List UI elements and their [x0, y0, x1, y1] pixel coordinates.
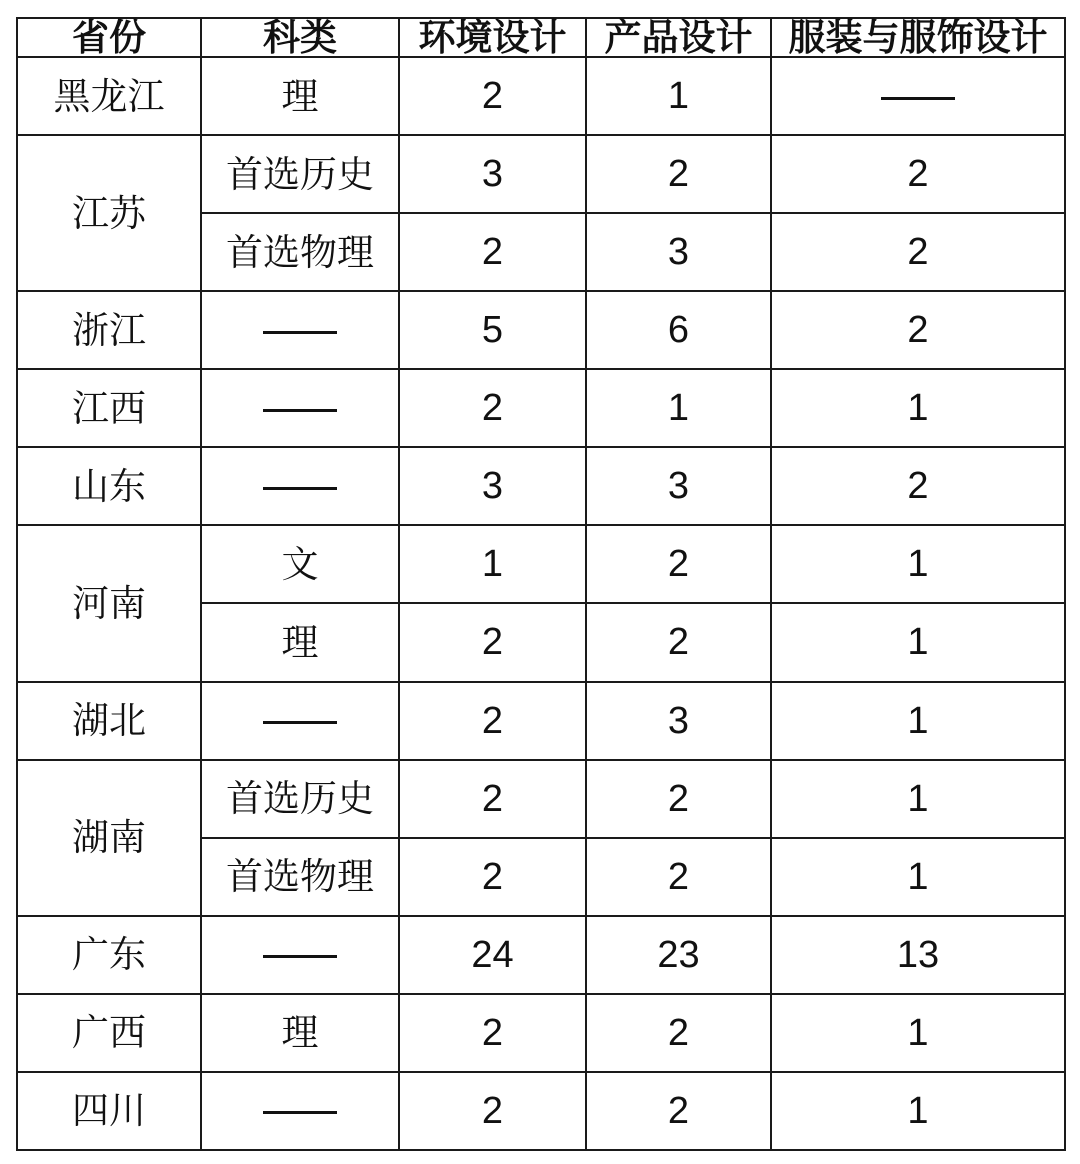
fashion-design-cell: 1: [771, 1072, 1065, 1150]
environment-design-cell: 24: [399, 916, 586, 994]
header-fashion-design: 服装与服饰设计: [771, 18, 1065, 57]
environment-design-cell: 3: [399, 135, 586, 213]
fashion-design-cell: 1: [771, 838, 1065, 916]
environment-design-cell: 2: [399, 369, 586, 447]
enrollment-quota-table: [16, 17, 1066, 1151]
product-design-cell: 1: [586, 369, 771, 447]
table-row: [17, 994, 1065, 1072]
fashion-design-cell: 13: [771, 916, 1065, 994]
product-design-cell: 3: [586, 682, 771, 760]
header-province: 省份: [17, 18, 201, 57]
category-cell: [201, 369, 399, 447]
province-cell: 广西: [17, 994, 201, 1072]
product-design-cell: 2: [586, 760, 771, 838]
product-design-cell: 2: [586, 525, 771, 603]
table-row: [17, 369, 1065, 447]
table-row: [17, 682, 1065, 760]
province-cell: 浙江: [17, 291, 201, 369]
product-design-cell: 1: [586, 57, 771, 135]
environment-design-cell: 2: [399, 994, 586, 1072]
product-design-cell: 2: [586, 1072, 771, 1150]
category-cell: 首选物理: [201, 213, 399, 291]
fashion-design-cell: 1: [771, 369, 1065, 447]
province-cell: 江西: [17, 369, 201, 447]
fashion-design-cell: 1: [771, 994, 1065, 1072]
header-product-design: 产品设计: [586, 18, 771, 57]
table-header: [17, 18, 1065, 57]
province-cell: 黑龙江: [17, 57, 201, 135]
header-category: 科类: [201, 18, 399, 57]
fashion-design-cell: [771, 57, 1065, 135]
table-row: [17, 291, 1065, 369]
dash-mark: [263, 955, 337, 958]
environment-design-cell: 2: [399, 838, 586, 916]
product-design-cell: 3: [586, 213, 771, 291]
fashion-design-cell: 1: [771, 603, 1065, 681]
table-row: [17, 525, 1065, 603]
fashion-design-cell: 2: [771, 447, 1065, 525]
environment-design-cell: 3: [399, 447, 586, 525]
dash-mark: [263, 721, 337, 724]
dash-mark: [263, 487, 337, 490]
table-body: [17, 57, 1065, 1150]
product-design-cell: 23: [586, 916, 771, 994]
environment-design-cell: 1: [399, 525, 586, 603]
category-cell: 首选历史: [201, 135, 399, 213]
category-cell: 理: [201, 57, 399, 135]
province-cell: 江苏: [17, 135, 201, 291]
environment-design-cell: 2: [399, 603, 586, 681]
table-row: [17, 760, 1065, 838]
fashion-design-cell: 2: [771, 291, 1065, 369]
table-row: [17, 135, 1065, 213]
environment-design-cell: 2: [399, 1072, 586, 1150]
category-cell: [201, 682, 399, 760]
table-row: [17, 57, 1065, 135]
category-cell: [201, 291, 399, 369]
table-row: [17, 1072, 1065, 1150]
dash-mark: [263, 1111, 337, 1114]
province-cell: 山东: [17, 447, 201, 525]
product-design-cell: 2: [586, 135, 771, 213]
category-cell: 首选物理: [201, 838, 399, 916]
province-cell: 广东: [17, 916, 201, 994]
fashion-design-cell: 1: [771, 682, 1065, 760]
province-cell: 湖北: [17, 682, 201, 760]
category-cell: [201, 1072, 399, 1150]
category-cell: 理: [201, 603, 399, 681]
dash-mark: [263, 409, 337, 412]
dash-mark: [263, 331, 337, 334]
product-design-cell: 2: [586, 838, 771, 916]
province-cell: 湖南: [17, 760, 201, 916]
dash-mark: [881, 97, 955, 100]
category-cell: [201, 447, 399, 525]
fashion-design-cell: 2: [771, 213, 1065, 291]
product-design-cell: 2: [586, 603, 771, 681]
product-design-cell: 2: [586, 994, 771, 1072]
category-cell: 文: [201, 525, 399, 603]
header-environment-design: 环境设计: [399, 18, 586, 57]
fashion-design-cell: 2: [771, 135, 1065, 213]
fashion-design-cell: 1: [771, 525, 1065, 603]
environment-design-cell: 2: [399, 682, 586, 760]
product-design-cell: 6: [586, 291, 771, 369]
table-row: [17, 447, 1065, 525]
fashion-design-cell: 1: [771, 760, 1065, 838]
category-cell: [201, 916, 399, 994]
province-cell: 四川: [17, 1072, 201, 1150]
environment-design-cell: 2: [399, 213, 586, 291]
header-row: [17, 18, 1065, 57]
category-cell: 理: [201, 994, 399, 1072]
product-design-cell: 3: [586, 447, 771, 525]
table-row: [17, 916, 1065, 994]
environment-design-cell: 2: [399, 760, 586, 838]
category-cell: 首选历史: [201, 760, 399, 838]
environment-design-cell: 5: [399, 291, 586, 369]
province-cell: 河南: [17, 525, 201, 681]
environment-design-cell: 2: [399, 57, 586, 135]
